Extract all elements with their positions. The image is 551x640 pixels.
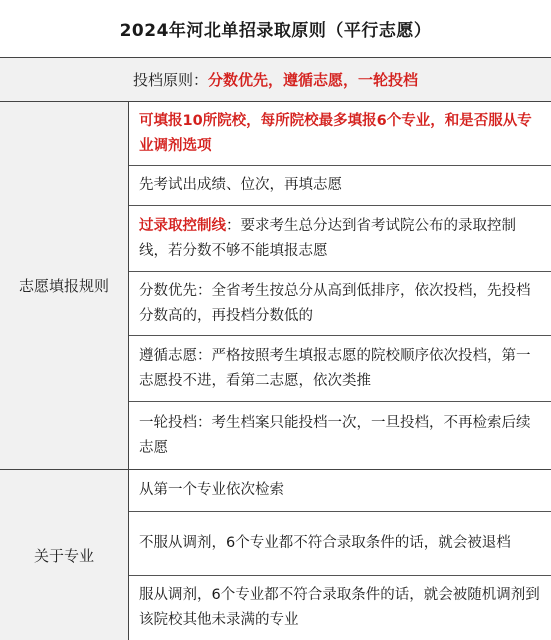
section-label-text: 关于专业 [33,546,94,565]
principle-value: 分数优先，遵循志愿，一轮投档 [208,71,419,89]
major-row-no-adjust [129,512,551,576]
rule-text-wrap [139,214,543,264]
rule-row-score-priority [129,272,551,336]
section-rows [129,102,551,469]
table-title [0,0,551,58]
rule-text: 遵循志愿：严格按照考生填报志愿的院校顺序依次投档，第一志愿投不进，看第二志愿，依次类推 [139,347,531,389]
rule-row-capacity [129,102,551,166]
section-application-rules [0,102,551,470]
admission-principle [0,58,551,102]
section-label-text: 志愿填报规则 [18,277,109,295]
section-rows [129,470,551,640]
rule-text: 分数优先：全省考生按总分从高到低排序，依次投档，先投档分数高的，再投档分数低的 [139,282,531,324]
rule-text: 可填报10所院校，每所院校最多填报6个专业，和是否服从专业调剂选项 [139,112,532,154]
rule-text: 从第一个专业依次检索 [139,482,284,498]
section-about-majors [0,470,551,640]
rule-row-follow-preference [129,336,551,402]
rule-text: 不服从调剂，6个专业都不符合录取条件的话，就会被退档 [139,535,511,551]
rule-row-single-round [129,402,551,470]
major-row-accept-adjust [129,576,551,640]
major-row-search-order [129,470,551,512]
table-title-text: 2024年河北单招录取原则（平行志愿） [119,21,432,41]
section-label-about-majors [0,470,129,640]
rule-row-control-line [129,206,551,272]
rule-text: 先考试出成绩、位次，再填志愿 [139,177,342,193]
rule-text: 一轮投档：考生档案只能投档一次，一旦投档，不再检索后续志愿 [139,415,531,456]
rule-highlight: 过录取控制线 [139,217,226,234]
rule-text: 服从调剂，6个专业都不符合录取条件的话，就会被随机调剂到该院校其他未录满的专业 [139,587,540,628]
rule-text: ：要求考生总分达到省考试院公布的录取控制线，若分数不够不能填报志愿 [139,217,516,259]
principle-label: 投档原则： [132,71,208,89]
section-label-application-rules [0,102,129,469]
rule-row-exam-first [129,166,551,206]
